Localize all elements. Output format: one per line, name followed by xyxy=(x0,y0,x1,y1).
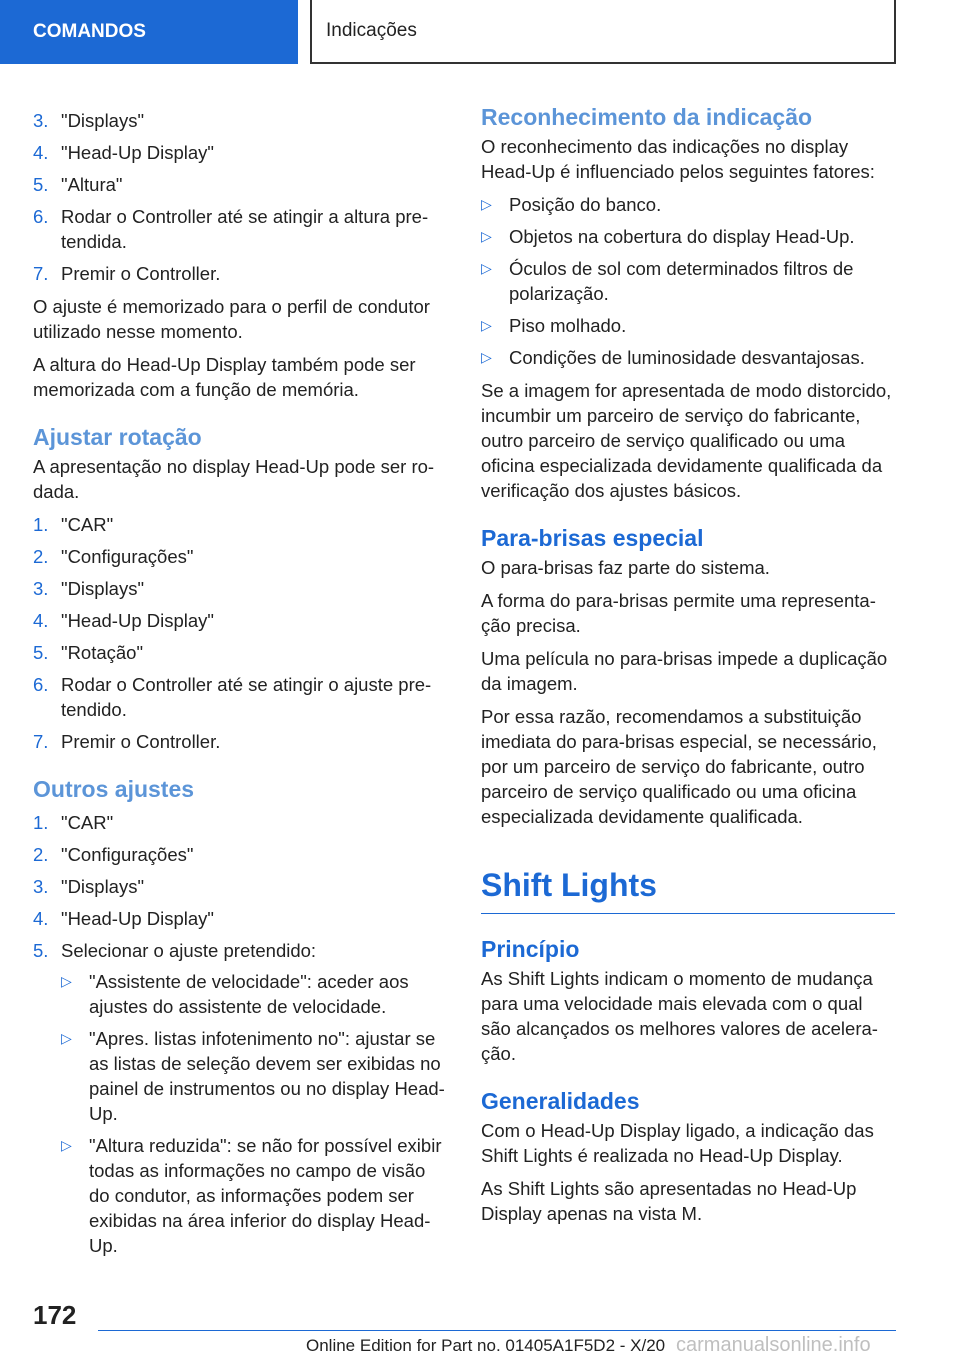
paragraph: A apresentação no display Head-Up pode ser rodada. xyxy=(33,456,435,502)
list-item: ▷ Objetos na cobertura do display Head-Up. xyxy=(481,226,855,247)
steps-other-list xyxy=(33,810,449,1258)
triangle-bullet-icon: ▷ xyxy=(481,317,492,333)
list-item: 4. "Head-Up Display" xyxy=(33,908,214,929)
list-item: 7. Premir o Controller. xyxy=(33,731,221,752)
list-item: 6. Rodar o Controller até se atingir a altura pretendida. xyxy=(33,206,429,252)
list-item: 4. "Head-Up Display" xyxy=(33,610,214,631)
list-item: 1. "CAR" xyxy=(33,514,114,535)
chapter-title-box xyxy=(310,0,896,64)
list-item: 6. Rodar o Controller até se atingir o ajuste pretendido. xyxy=(33,674,432,720)
heading-other-settings: Outros ajustes xyxy=(33,776,195,802)
footer-divider xyxy=(98,1330,896,1331)
paragraph: O ajuste é memorizado para o perfil de condutor utilizado nesse momento. xyxy=(33,296,430,342)
heading-principle: Princípio xyxy=(481,936,580,962)
list-item: 4. "Head-Up Display" xyxy=(33,142,214,163)
chapter-title: Indicações xyxy=(326,20,417,41)
list-item: ▷ Posição do banco. xyxy=(481,194,662,215)
settings-bullet-list xyxy=(61,969,449,1258)
paragraph: O para-brisas faz parte do sistema. xyxy=(481,557,770,578)
triangle-bullet-icon: ▷ xyxy=(481,196,492,212)
list-item: 1. "CAR" xyxy=(33,812,114,833)
factors-bullet-list xyxy=(481,192,895,370)
paragraph: As Shift Lights indicam o momento de mudança para uma velocidade mais elevada com o qual são alcançados os melhores valores de aceleração. xyxy=(481,968,878,1064)
list-item: ▷ Piso molhado. xyxy=(481,315,627,336)
steps-rotation-list xyxy=(33,512,449,754)
list-item: ▷ "Assistente de velocidade": aceder aos ajustes do assistente de velocidade. xyxy=(61,971,409,1017)
right-column xyxy=(481,102,895,1234)
paragraph: O reconhecimento das indicações no display Head-Up é influenciado pelos seguintes fatores: xyxy=(481,136,875,182)
footer-edition: Online Edition for Part no. 01405A1F5D2 - X/20 xyxy=(306,1336,666,1355)
list-item: ▷ "Apres. listas infotenimento no": ajustar se as listas de seleção devem ser exibidas no painel de instrumentos ou no display Head-Up. xyxy=(61,1028,445,1124)
paragraph: Com o Head-Up Display ligado, a indicação das Shift Lights é realizada no Head-Up Display. xyxy=(481,1120,874,1166)
triangle-bullet-icon: ▷ xyxy=(481,228,492,244)
heading-shift-lights: Shift Lights xyxy=(481,865,895,914)
list-item: ▷ Óculos de sol com determinados filtros de polarização. xyxy=(481,258,854,304)
paragraph: A forma do para-brisas permite uma representação precisa. xyxy=(481,590,876,636)
list-item: 2. "Configurações" xyxy=(33,844,194,865)
paragraph: Uma película no para-brisas impede a duplicação da imagem. xyxy=(481,648,888,694)
triangle-bullet-icon: ▷ xyxy=(61,1137,72,1153)
triangle-bullet-icon: ▷ xyxy=(61,1030,72,1046)
section-label: COMANDOS xyxy=(33,21,146,42)
list-item: 5. "Rotação" xyxy=(33,642,144,663)
list-item: 7. Premir o Controller. xyxy=(33,263,221,284)
list-item: ▷ Condições de luminosidade desvantajosas. xyxy=(481,347,865,368)
list-item: 3. "Displays" xyxy=(33,110,145,131)
list-item: 3. "Displays" xyxy=(33,578,145,599)
paragraph: Se a imagem for apresentada de modo distorcido, incumbir um parceiro de serviço do fabricante, outro parceiro de serviço qualificado ou uma oficina especializada devidamente qualificada da verificação dos ajustes básicos. xyxy=(481,380,892,501)
watermark: carmanualsonline.info xyxy=(676,1334,871,1356)
section-tab xyxy=(0,0,298,64)
heading-general: Generalidades xyxy=(481,1088,640,1114)
list-item: ▷ "Altura reduzida": se não for possível exibir todas as informações no campo de visão do condutor, as informações podem ser exibidas na área inferior do display Head-Up. xyxy=(61,1135,442,1256)
heading-special-windshield: Para-brisas especial xyxy=(481,525,704,551)
heading-recognition: Reconhecimento da indicação xyxy=(481,104,813,130)
paragraph: Por essa razão, recomendamos a substituição imediata do para-brisas especial, se necessário, por um parceiro de serviço do fabricante, outro parceiro de serviço qualificado ou uma oficina especializada devidamente qualificada. xyxy=(481,706,877,827)
triangle-bullet-icon: ▷ xyxy=(481,260,492,276)
list-item: 5. Selecionar o ajuste pretendido: ▷ "Assistente de velocidade": aceder aos ajustes do assistente de velocidade. ▷ "Apres. listas infotenimento no": ajustar se as listas de seleção devem ser exibidas no painel de instrumentos ou no display Head-Up. ▷ "Altura reduzida": se não for possível exibir todas as informações no campo de visão do condutor, as informações podem ser exibidas na área inferior do display Head-Up. xyxy=(33,938,449,1258)
steps-height-list xyxy=(33,108,449,286)
paragraph: As Shift Lights são apresentadas no Head-Up Display apenas na vista M. xyxy=(481,1178,857,1224)
triangle-bullet-icon: ▷ xyxy=(61,973,72,989)
list-item: 3. "Displays" xyxy=(33,876,145,897)
paragraph: A altura do Head-Up Display também pode ser memorizada com a função de memória. xyxy=(33,354,416,400)
left-column xyxy=(33,102,449,1266)
heading-adjust-rotation: Ajustar rotação xyxy=(33,424,202,450)
list-item: 2. "Configurações" xyxy=(33,546,194,567)
list-item: 5. "Altura" xyxy=(33,174,123,195)
page-number: 172 xyxy=(33,1300,77,1330)
triangle-bullet-icon: ▷ xyxy=(481,349,492,365)
